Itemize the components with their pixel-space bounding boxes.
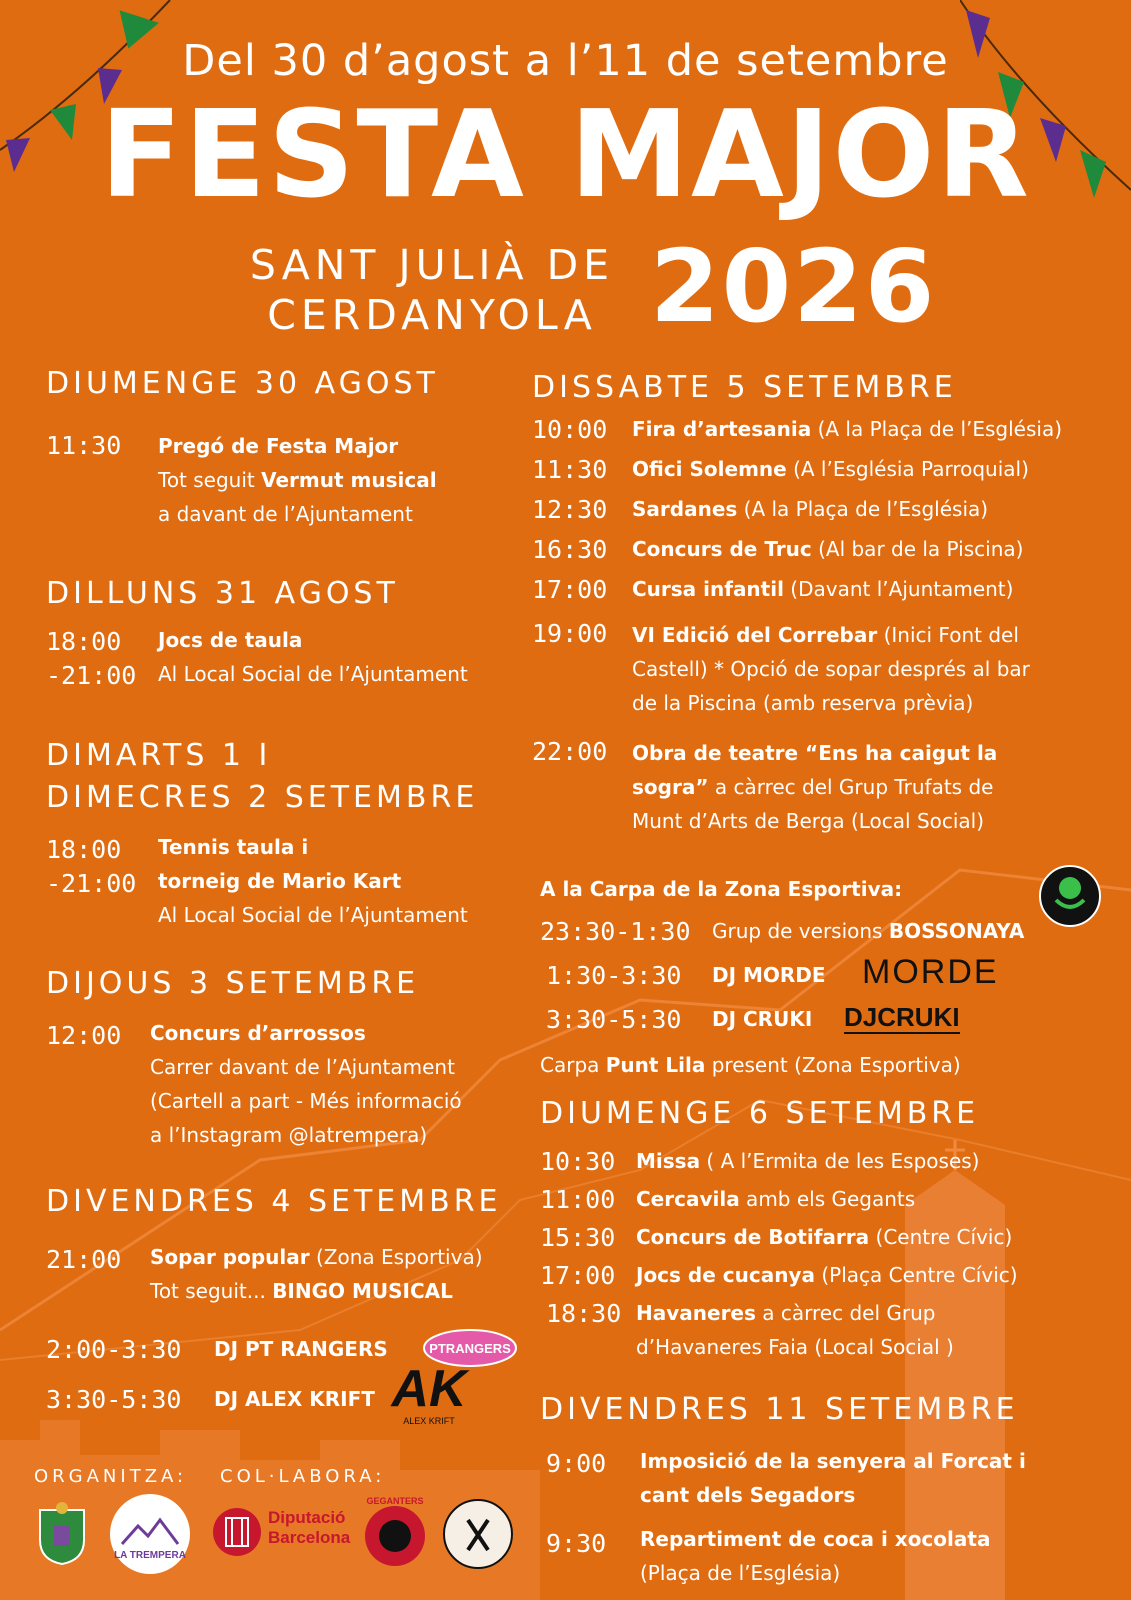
event-line [632, 618, 1030, 652]
event-title: Tennis taula i [158, 835, 309, 859]
event-title: Missa [636, 1149, 701, 1173]
festival-dates: Del 30 d’agost a l’11 de setembre [182, 36, 949, 86]
event-time: 11:30 [532, 455, 608, 484]
event-time-end: -21:00 [46, 661, 137, 690]
event-title: Repartiment de coca i xocolata [640, 1527, 991, 1551]
event-line: Al Local Social de l’Ajuntament [158, 903, 468, 927]
event-description [636, 1220, 1012, 1254]
event-description [632, 736, 997, 838]
geganters-logo-text: GEGANTERS [366, 1496, 424, 1506]
event-title: Havaneres [636, 1301, 756, 1325]
event-description [158, 623, 468, 691]
event-description [632, 412, 1062, 446]
event-description [636, 1182, 915, 1216]
event-line [150, 1240, 483, 1274]
event-line: Castell) * Opció de sopar després al bar [632, 657, 1030, 681]
event-time: 10:00 [532, 415, 608, 444]
event-title: Cercavila [636, 1187, 740, 1211]
la-trempera-logo-text: LA TREMPERA [114, 1550, 186, 1561]
event-title: Concurs de Truc [632, 537, 812, 561]
festival-year: 2026 [650, 228, 937, 345]
alex-krift-logo-text: AK [391, 1360, 467, 1418]
event-description [632, 572, 1013, 606]
event-time: 19:00 [532, 619, 608, 648]
event-line: Carrer davant de l’Ajuntament [150, 1055, 455, 1079]
bossonaya-logo [1038, 864, 1102, 928]
event-time: 18:00 [46, 835, 122, 864]
event-place: (Al bar de la Piscina) [811, 537, 1024, 561]
event-title: Concurs de Botifarra [636, 1225, 870, 1249]
event-place: (Davant l’Ajuntament) [783, 577, 1014, 601]
collabora-label: COL·LABORA: [220, 1466, 386, 1487]
diputacio-logo-text [268, 1508, 350, 1548]
event-time: 9:30 [546, 1529, 607, 1558]
event-line: a davant de l’Ajuntament [158, 502, 413, 526]
day-heading-dissabte-5: DISSABTE 5 SETEMBRE [532, 370, 957, 405]
event-time: 3:30-5:30 [46, 1385, 182, 1414]
ajuntament-shield-logo [36, 1500, 88, 1566]
event-time: 18:00 [46, 627, 122, 656]
event-description [636, 1144, 979, 1178]
diputacio-line-1: Diputació [268, 1508, 346, 1527]
event-line: a l’Instagram @latrempera) [150, 1123, 428, 1147]
event-description [158, 830, 468, 932]
event-time: 12:00 [46, 1021, 122, 1050]
alex-krift-logo-sub: ALEX KRIFT [403, 1416, 455, 1426]
event-time: 16:30 [532, 535, 608, 564]
event-description [632, 492, 988, 526]
morde-logo: MORDE [862, 953, 999, 991]
dj-name: DJ ALEX KRIFT [214, 1387, 375, 1411]
town-line-2: CERDANYOLA [267, 291, 597, 339]
event-time: 3:30-5:30 [546, 1005, 682, 1034]
town-line-1: SANT JULIÀ DE [249, 241, 615, 289]
event-title: Jocs de taula [158, 628, 303, 652]
event-title: Fira d’artesania [632, 417, 812, 441]
event-place: ( A l’Ermita de les Esposes) [700, 1149, 980, 1173]
event-line: (Plaça de l’Església) [640, 1561, 841, 1585]
diputacio-logo-emblem [212, 1504, 262, 1560]
event-title: Cursa infantil [632, 577, 784, 601]
dj-name: DJ PT RANGERS [214, 1337, 388, 1361]
event-title: Concurs d’arrossos [150, 1021, 366, 1045]
pt-rangers-logo-text: PTRANGERS [429, 1341, 511, 1356]
diputacio-line-2: Barcelona [268, 1528, 351, 1547]
event-title-2: cant dels Segadors [640, 1483, 856, 1507]
event-title: VI Edició del Correbar [632, 623, 878, 647]
event-title-2: torneig de Mario Kart [158, 869, 402, 893]
event-text: (Inici Font del [877, 623, 1019, 647]
event-time: 18:30 [546, 1299, 622, 1328]
punt-lila-line [540, 1048, 961, 1082]
day-heading-diumenge-6: DIUMENGE 6 SETEMBRE [540, 1096, 980, 1131]
event-description [640, 1444, 1026, 1512]
day-heading-diumenge-30: DIUMENGE 30 AGOST [46, 366, 439, 401]
event-text: present (Zona Esportiva) [705, 1053, 961, 1077]
event-highlight: BOSSONAYA [888, 919, 1025, 943]
event-line: d’Havaneres Faia (Local Social ) [636, 1335, 954, 1359]
day-heading-divendres-4: DIVENDRES 4 SETEMBRE [46, 1184, 502, 1219]
dj-name: DJ MORDE [712, 963, 826, 987]
day-heading-divendres-11: DIVENDRES 11 SETEMBRE [540, 1392, 1019, 1427]
event-description [632, 452, 1029, 486]
event-time: 11:00 [540, 1185, 616, 1214]
event-description [632, 532, 1023, 566]
event-line: (Cartell a part - Més informació [150, 1089, 462, 1113]
event-place: (A la Plaça de l’Església) [737, 497, 989, 521]
event-text: a càrrec del Grup Trufats de [708, 775, 994, 799]
event-time: 22:00 [532, 737, 608, 766]
event-line: Al Local Social de l’Ajuntament [158, 662, 468, 686]
event-title: Sardanes [632, 497, 738, 521]
event-description [158, 429, 437, 531]
geganters-logo [362, 1494, 428, 1574]
event-time: 17:00 [540, 1261, 616, 1290]
day-heading-dijous-3: DIJOUS 3 SETEMBRE [46, 966, 420, 1001]
event-time: 12:30 [532, 495, 608, 524]
day-heading-dimarts-1: DIMARTS 1 I [46, 738, 272, 773]
event-title-2: sogra” [632, 775, 709, 799]
event-place: (A l’Església Parroquial) [786, 457, 1029, 481]
event-title: Jocs de cucanya [636, 1263, 815, 1287]
event-place: (Plaça Centre Cívic) [814, 1263, 1018, 1287]
event-description [636, 1296, 954, 1364]
alex-krift-logo [384, 1356, 474, 1428]
day-heading-dimecres-2: DIMECRES 2 SETEMBRE [46, 780, 479, 815]
event-place: (Centre Cívic) [869, 1225, 1013, 1249]
event-time: 17:00 [532, 575, 608, 604]
event-time: 1:30-3:30 [546, 961, 682, 990]
dj-name: DJ CRUKI [712, 1007, 813, 1031]
event-highlight: BINGO MUSICAL [272, 1279, 453, 1303]
event-line [158, 463, 437, 497]
restaurant-logo [440, 1496, 516, 1572]
event-description [636, 1258, 1018, 1292]
event-time: 2:00-3:30 [46, 1335, 182, 1364]
event-title: Sopar popular [150, 1245, 310, 1269]
event-line [632, 770, 997, 804]
event-description [632, 618, 1030, 720]
event-line [150, 1274, 483, 1308]
event-time: 15:30 [540, 1223, 616, 1252]
organitza-label: ORGANITZA: [34, 1466, 188, 1487]
event-line [636, 1296, 954, 1330]
la-trempera-logo [108, 1492, 192, 1576]
event-time: 10:30 [540, 1147, 616, 1176]
event-text: Grup de versions [712, 919, 889, 943]
event-description [640, 1522, 990, 1590]
djcruki-logo: DJCRUKI [844, 1002, 960, 1032]
event-text: (Zona Esportiva) [309, 1245, 483, 1269]
event-text: Tot seguit... [150, 1279, 273, 1303]
event-highlight: Vermut musical [261, 468, 437, 492]
event-place: amb els Gegants [739, 1187, 916, 1211]
event-text: a càrrec del Grup [755, 1301, 936, 1325]
event-description [150, 1016, 462, 1152]
event-title: Ofici Solemne [632, 457, 787, 481]
town-name [222, 240, 642, 340]
event-time: 21:00 [46, 1245, 122, 1274]
event-title: Imposició de la senyera al Forcat i [640, 1449, 1026, 1473]
event-time: 11:30 [46, 431, 122, 460]
event-description [150, 1240, 483, 1308]
event-highlight: Punt Lila [605, 1053, 706, 1077]
event-time-end: -21:00 [46, 869, 137, 898]
day-heading-dilluns-31: DILLUNS 31 AGOST [46, 576, 399, 611]
carpa-heading: A la Carpa de la Zona Esportiva: [540, 877, 903, 901]
event-time: 23:30-1:30 [540, 917, 691, 946]
event-text: Tot seguit [158, 468, 262, 492]
event-line: Munt d’Arts de Berga (Local Social) [632, 809, 985, 833]
event-title: Obra de teatre “Ens ha caigut la [632, 741, 998, 765]
event-line: de la Piscina (amb reserva prèvia) [632, 691, 974, 715]
event-time: 9:00 [546, 1449, 607, 1478]
festival-title: FESTA MAJOR [100, 86, 1031, 225]
event-title: Pregó de Festa Major [158, 434, 399, 458]
event-text: Carpa [540, 1053, 606, 1077]
event-line [712, 914, 1024, 948]
event-place: (A la Plaça de l’Església) [811, 417, 1063, 441]
